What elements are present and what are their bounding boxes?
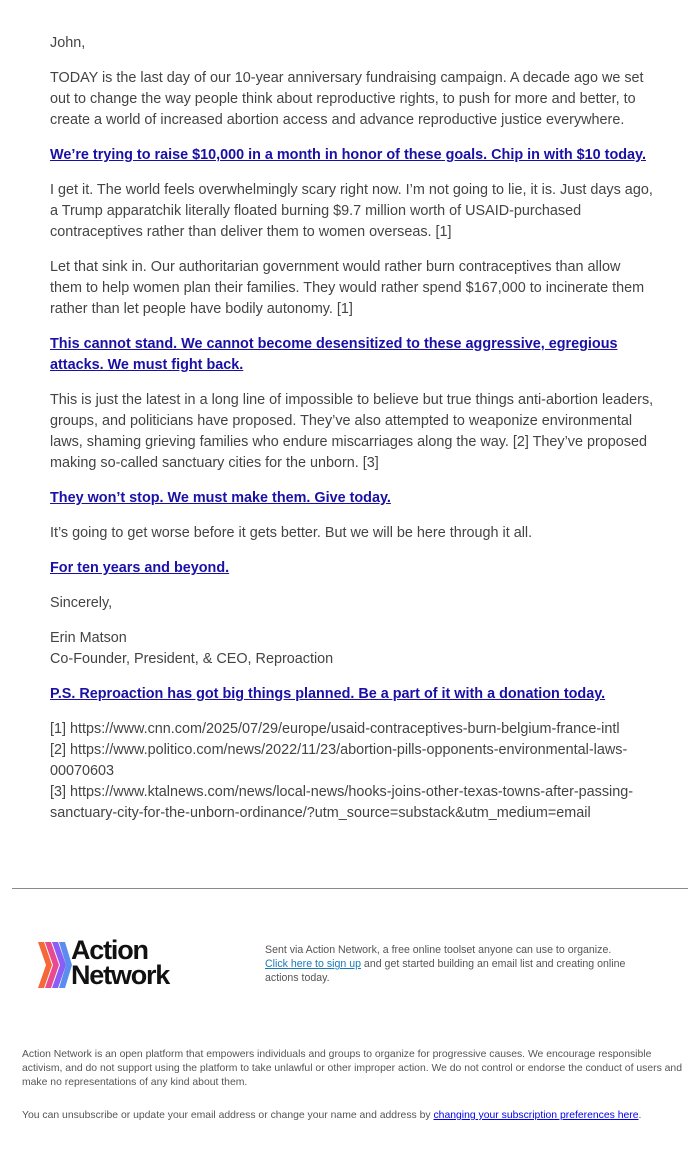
logo-line-1: Action [71, 935, 148, 965]
paragraph-world-scary: I get it. The world feels overwhelmingly scary right now. I’m not going to lie, it is. Just days ago, a Trump apparatchik literally floated burning $9.7 million worth of USAID-purchased contraceptives rather than deliver them to women overseas. [1] [50, 182, 653, 240]
subscription-preferences-link[interactable]: changing your subscription preferences here [433, 1110, 639, 1121]
paragraph-intro: TODAY is the last day of our 10-year anniversary fundraising campaign. A decade ago we set out to change the way people think about reproductive rights, to push for more and better, to create a world of increased abortion access and advance reproductive justice everywhere. [50, 70, 644, 128]
signer-name: Erin Matson [50, 630, 127, 646]
signup-link[interactable]: Click here to sign up [265, 958, 361, 970]
footer-divider [12, 888, 688, 889]
donate-link-ten-years[interactable]: For ten years and beyond. [50, 560, 230, 576]
email-body [50, 33, 654, 824]
sent-via-suffix: and get started building an email list and creating online actions today. [265, 958, 626, 984]
action-network-logo[interactable] [38, 935, 198, 994]
unsub-suffix: . [638, 1110, 642, 1121]
donate-link-give-today[interactable]: They won’t stop. We must make them. Give today. [50, 490, 391, 506]
paragraph-latest: This is just the latest in a long line of impossible to believe but true things anti-abortion leaders, groups, and politicians have proposed. They’ve also attempted to weaponize environmental laws, shaming grieving families who endure miscarriages along the way. [2] They’ve proposed making so-called sanctuary cities for the unborn. [3] [50, 392, 654, 471]
donate-link-raise-goal[interactable]: We’re trying to raise $10,000 in a month in honor of these goals. Chip in with $10 today. [50, 147, 646, 163]
donate-link-fight-back[interactable]: This cannot stand. We cannot become desensitized to these aggressive, egregious attacks. We must fight back. [50, 336, 618, 373]
footnote-3: [3] https://www.ktalnews.com/news/local-news/hooks-joins-other-texas-towns-after-passing-sanctuary-city-for-the-unborn-ordinance/?utm_source=substack&utm_medium=email [50, 784, 634, 821]
sent-via-text [265, 943, 635, 985]
greeting: John, [50, 35, 86, 51]
paragraph-worse: It’s going to get worse before it gets better. But we will be here through it all. [50, 525, 533, 541]
footnotes [50, 719, 654, 824]
signer-title: Co-Founder, President, & CEO, Reproaction [50, 651, 334, 667]
footnote-1: [1] https://www.cnn.com/2025/07/29/europe/usaid-contraceptives-burn-belgium-france-intl [50, 721, 620, 737]
paragraph-sink-in: Let that sink in. Our authoritarian government would rather burn contraceptives than allow them to help women plan their families. They would rather spend $167,000 to incinerate them rather than let people have bodily autonomy. [1] [50, 259, 645, 317]
donate-link-ps[interactable]: P.S. Reproaction has got big things planned. Be a part of it with a donation today. [50, 686, 606, 702]
sent-via-prefix: Sent via Action Network, a free online toolset anyone can use to organize. [265, 944, 612, 956]
footnote-2: [2] https://www.politico.com/news/2022/11/23/abortion-pills-opponents-environmental-laws-00070603 [50, 742, 628, 779]
logo-wordmark [71, 935, 170, 990]
unsubscribe-text [22, 1109, 687, 1123]
chevrons-icon [38, 940, 72, 990]
signoff: Sincerely, [50, 595, 113, 611]
legal-disclaimer: Action Network is an open platform that empowers individuals and groups to organize for progressive causes. We encourage responsible activism, and do not support using the platform to take unlawful or other improper action. We do not control or endorse the conduct of users and make no representations of any kind about them. [22, 1049, 682, 1088]
logo-line-2: Network [71, 960, 170, 990]
unsub-prefix: You can unsubscribe or update your email address or change your name and address by [22, 1110, 434, 1121]
